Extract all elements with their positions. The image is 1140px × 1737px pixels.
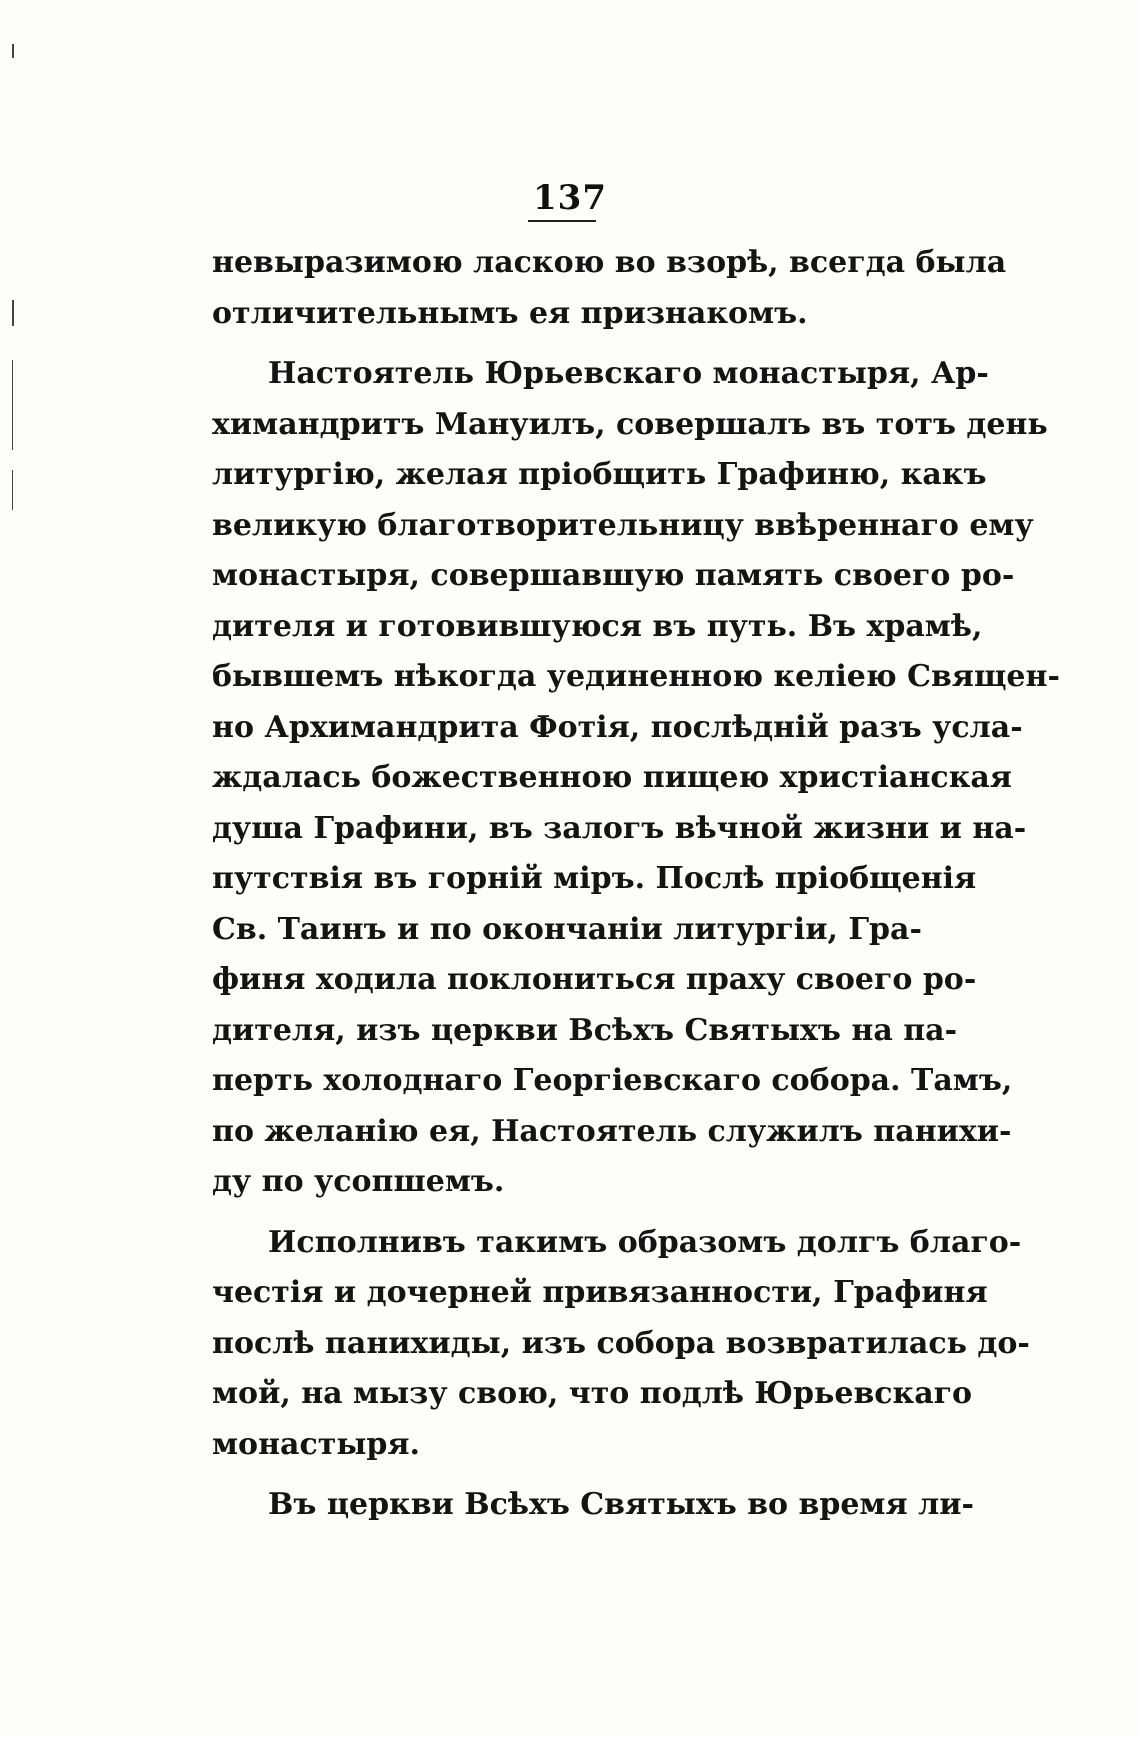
text-line: по желанію ея, Настоятель служилъ панихи- (212, 1113, 1012, 1149)
text-line: ждалась божественною пищею христіанская (212, 760, 1012, 795)
text-line: финя ходила поклониться праху своего ро- (212, 962, 977, 997)
text-line: путствія въ горній міръ. Послѣ пріобщенія (212, 861, 977, 896)
text-line: Въ церкви Всѣхъ Святыхъ во время ли- (268, 1487, 974, 1522)
text-line: монастыря, совершавшую память своего ро- (212, 558, 1015, 593)
paragraph (212, 349, 1060, 1208)
paragraph (212, 238, 1007, 339)
text-line: ду по усопшемъ. (212, 1164, 505, 1199)
scan-edge-mark (12, 300, 14, 326)
text-line: бывшемъ нѣкогда уединенною келіею Священ- (212, 659, 1060, 694)
text-line: невыразимою ласкою во взорѣ, всегда была (212, 245, 1007, 280)
text-line: но Архимандрита Фотія, послѣдній разъ усла- (212, 709, 1023, 745)
scan-edge-mark (12, 470, 13, 510)
scan-edge-mark (12, 360, 13, 450)
text-line: перть холоднаго Георгіевскаго собора. Тамъ, (212, 1063, 1013, 1098)
text-line: послѣ панихиды, изъ собора возвратилась до- (212, 1325, 1030, 1361)
text-line: честія и дочерней привязанности, Графиня (212, 1275, 988, 1310)
text-line: Св. Таинъ и по окончаніи литургіи, Гра- (212, 911, 922, 947)
text-line: Настоятель Юрьевскаго монастыря, Ар- (268, 356, 989, 391)
paragraph-gap (212, 1470, 916, 1480)
text-line: мой, на мызу свою, что подлѣ Юрьевскаго (212, 1376, 973, 1411)
scan-edge-mark (12, 44, 14, 58)
text-line: душа Графини, въ залогъ вѣчной жизни и на- (212, 810, 1027, 846)
page-number-underline (528, 220, 596, 222)
text-line: великую благотворительницу ввѣреннаго ему (212, 507, 1034, 543)
text-line: дителя, изъ церкви Всѣхъ Святыхъ на па- (212, 1012, 958, 1048)
text-line: химандритъ Мануилъ, совершалъ въ тотъ день (212, 406, 1048, 442)
text-line: Исполнивъ такимъ образомъ долгъ благо- (268, 1224, 1022, 1260)
page-number: 137 (533, 178, 607, 218)
paragraph-gap (212, 1208, 916, 1218)
text-line: отличительнымъ ея признакомъ. (212, 295, 808, 331)
text-line: дителя и готовившуюся въ путь. Въ храмѣ, (212, 608, 983, 644)
text-line: монастыря. (212, 1426, 420, 1462)
paragraph (212, 1480, 974, 1531)
body-text (212, 238, 1060, 1531)
text-line: литургію, желая пріобщить Графиню, какъ (212, 457, 987, 492)
paragraph (212, 1218, 1030, 1471)
paragraph-gap (212, 339, 916, 349)
